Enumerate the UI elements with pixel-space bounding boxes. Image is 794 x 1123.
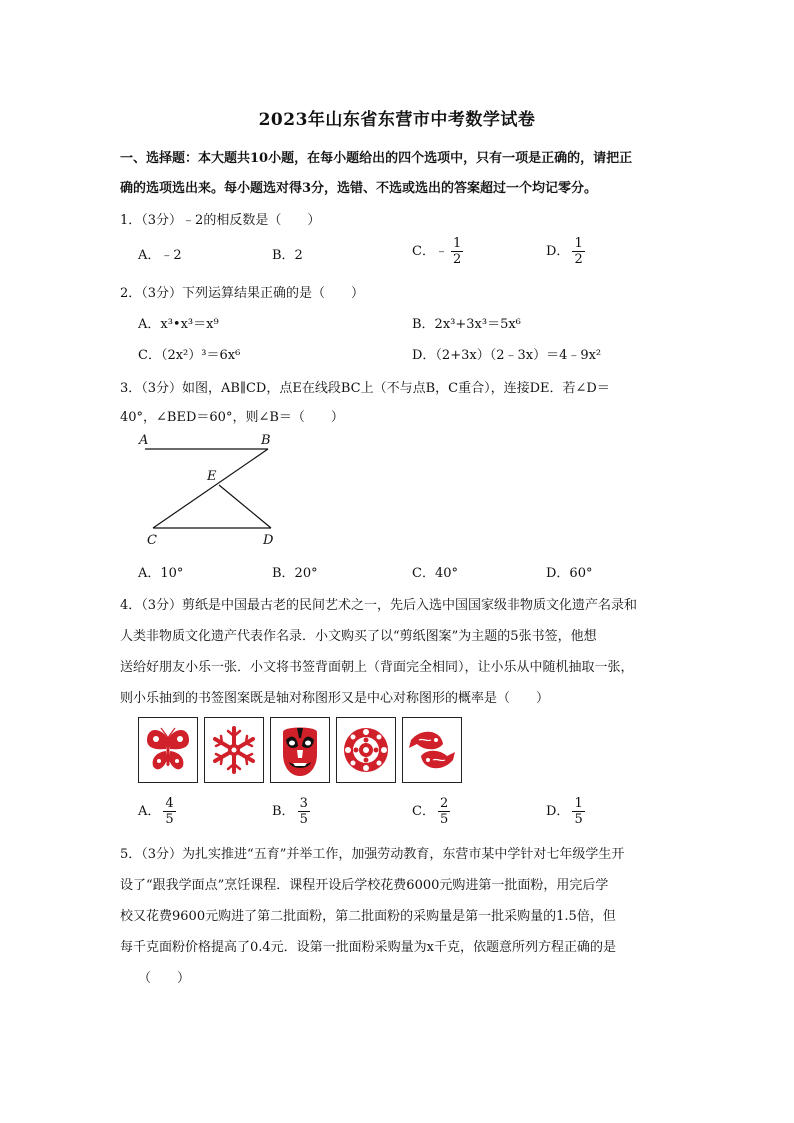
q4-option-d-denominator: 5 — [574, 812, 583, 827]
q3-stem-line1: 3．（3分）如图，AB∥CD，点E在线段BC上（不与点B，C重合），连接DE．若∠D＝ — [120, 381, 610, 396]
q5-stem-line2: 设了“跟我学面点”烹饪课程．课程开设后学校花费6000元购进第一批面粉，用完后学 — [120, 878, 609, 893]
q4-option-c — [412, 796, 450, 827]
q4-option-a-fraction — [163, 796, 175, 827]
q4-option-d-numerator: 1 — [574, 796, 583, 811]
q4-option-b-numerator: 3 — [299, 796, 308, 811]
q4-stem-line2: 人类非物质文化遗产代表作名录．小文购买了以“剪纸图案”为主题的5张书签，他想 — [120, 629, 597, 644]
q1-option-d-prefix: D． — [546, 244, 570, 259]
q3-option-c: C．40° — [412, 566, 458, 581]
q1-option-b: B．2 — [272, 248, 303, 263]
q1-option-c-prefix: C．﹣ — [412, 244, 448, 259]
q2-option-b: B．2x³+3x³＝5x⁶ — [412, 317, 521, 332]
q3-stem-line2: 40°，∠BED＝60°，则∠B＝（ ） — [120, 410, 344, 425]
point-d-label: D — [263, 533, 274, 548]
q1-option-d-denominator: 2 — [574, 252, 583, 267]
point-c-label: C — [147, 533, 157, 548]
q4-option-a-prefix: A． — [138, 804, 161, 819]
q4-option-d-fraction — [572, 796, 584, 827]
q4-option-a — [138, 796, 176, 827]
q2-option-d: D．（2+3x）（2﹣3x）＝4﹣9x² — [412, 348, 602, 363]
opera-mask-papercut-image — [270, 717, 330, 783]
q4-option-c-fraction — [438, 796, 450, 827]
q4-option-a-numerator: 4 — [165, 796, 174, 811]
q1-option-c — [412, 236, 463, 267]
q4-stem-line4: 则小乐抽到的书签图案既是轴对称图形又是中心对称图形的概率是（ ） — [120, 691, 550, 706]
q5-stem-line4: 每千克面粉价格提高了0.4元．设第一批面粉采购量为x千克，依题意所列方程正确的是 — [120, 940, 617, 955]
q1-option-c-fraction — [451, 236, 463, 267]
q5-stem-line1: 5．（3分）为扎实推进“五育”并举工作，加强劳动教育，东营市某中学针对七年级学生开 — [120, 847, 625, 862]
flower-ring-papercut-image — [336, 717, 396, 783]
q5-stem-line3: 校又花费9600元购进了第二批面粉，第二批面粉的采购量是第一批采购量的1.5倍，但 — [120, 909, 616, 924]
q1-option-a: A．﹣2 — [138, 248, 182, 263]
q3-option-a: A．10° — [138, 566, 184, 581]
snowflake-papercut-image — [204, 717, 264, 783]
q1-option-d-fraction — [572, 236, 584, 267]
q5-stem-line5: （ ） — [138, 971, 191, 986]
q4-stem-line1: 4．（3分）剪纸是中国最古老的民间艺术之一，先后入选中国国家级非物质文化遗产名录和 — [120, 598, 638, 613]
q4-option-b-fraction — [298, 796, 310, 827]
q3-geometry-figure — [135, 430, 285, 550]
q4-option-d — [546, 796, 585, 827]
q1-option-d — [546, 236, 585, 267]
q4-option-b-denominator: 5 — [299, 812, 308, 827]
q1-option-d-numerator: 1 — [574, 236, 583, 251]
page-title: 2023年山东省东营市中考数学试卷 — [258, 110, 536, 130]
q3-option-d: D．60° — [546, 566, 593, 581]
q4-option-a-denominator: 5 — [165, 812, 174, 827]
q3-option-b: B．20° — [272, 566, 318, 581]
segment-de — [219, 485, 271, 528]
q4-stem-line3: 送给好朋友小乐一张．小文将书签背面朝上（背面完全相同），让小乐从中随机抽取一张， — [120, 660, 634, 675]
q1-option-c-denominator: 2 — [452, 252, 462, 267]
segment-bc — [153, 449, 268, 528]
q4-option-c-numerator: 2 — [439, 796, 449, 811]
q4-option-b — [272, 796, 310, 827]
q4-option-c-denominator: 5 — [439, 812, 449, 827]
q1-option-c-numerator: 1 — [452, 236, 462, 251]
point-b-label: B — [261, 433, 271, 448]
fish-papercut-image — [402, 717, 462, 783]
section-heading-line2: 确的选项选出来。每小题选对得3分，选错、不选或选出的答案超过一个均记零分。 — [120, 181, 598, 196]
q1-stem: 1．（3分）﹣2的相反数是（ ） — [120, 213, 321, 228]
point-e-label: E — [207, 469, 217, 484]
point-a-label: A — [139, 433, 149, 448]
q4-option-c-prefix: C． — [412, 804, 435, 819]
section-heading-line1: 一、选择题：本大题共10小题，在每小题给出的四个选项中，只有一项是正确的，请把正 — [120, 151, 633, 166]
q2-stem: 2．（3分）下列运算结果正确的是（ ） — [120, 286, 365, 301]
q4-option-b-prefix: B． — [272, 804, 295, 819]
q2-option-a: A．x³•x³＝x⁹ — [138, 317, 219, 332]
butterfly-papercut-image — [138, 717, 198, 783]
q2-option-c: C．（2x²）³＝6x⁶ — [138, 348, 241, 363]
q4-option-d-prefix: D． — [546, 804, 570, 819]
